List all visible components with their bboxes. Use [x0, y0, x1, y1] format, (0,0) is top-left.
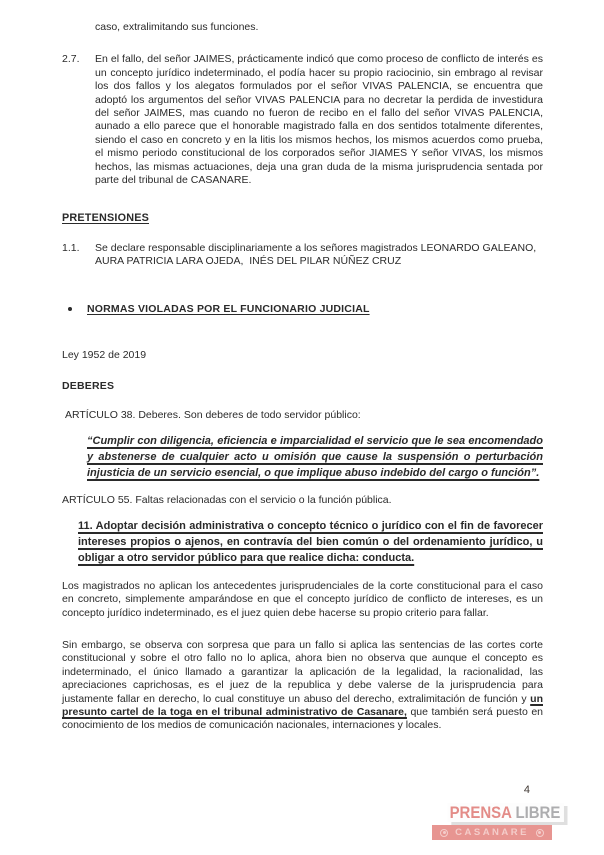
- articulo-38-quote: “Cumplir con diligencia, eficiencia e imparcialidad el servicio que le sea encomendado y abstenerse de cualquier acto u omisión que cause la suspensión o perturbación injusticia de un servicio esencial, o que implique abuso indebido del cargo o función”.: [87, 435, 543, 480]
- watermark-banner-text: CASANARE: [455, 826, 529, 838]
- watermark-brand: [448, 803, 564, 822]
- articulo-38: ARTÍCULO 38. Deberes. Son deberes de todo servidor público:: [65, 408, 361, 421]
- analysis-paragraph-2-start: Sin embargo, se observa con sorpresa que para un fallo si aplica las sentencias de las cortes corte constitucional y sobre el otro fallo no lo aplica, ahora bien no observa que aunque el concepto es indeterminado, el único llamado a garantizar la aplicación de la legalidad, la racionalidad, las apreciaciones caprichosas, es el juez de la republica y debe valerse de la jurisprudencia para justamente fallar en derecho, lo cual constituye un abuso del derecho, extralimitación de función y: [62, 638, 543, 705]
- analysis-paragraph-2: [62, 639, 543, 733]
- watermark-banner: [432, 825, 552, 840]
- numeral-11-quote: 11. Adoptar decisión administrativa o concepto técnico o jurídico con el fin de favorecer intereses propios o ajenos, en contravía del bien común o del ordenamiento jurídico, u obligar a otro servidor público para que realice dicha: conducta.: [78, 519, 543, 564]
- analysis-paragraph-1: Los magistrados no aplican los antecedentes jurisprudenciales de la corte constitucional para el caso en concreto, simplemente amparándose en que el concepto jurídico de conflicto de intereses, es un concepto jurídico indeterminado, es el juez quien debe hacerse su propio criterio para fallar.: [62, 579, 543, 619]
- ley-reference: Ley 1952 de 2019: [62, 349, 147, 362]
- page-number: 4: [523, 784, 530, 796]
- normas-heading-row: [68, 303, 543, 316]
- lens-circle-icon: [536, 829, 544, 837]
- numbered-item-2-7: [62, 53, 543, 187]
- pretensiones-heading: PRETENSIONES: [62, 212, 149, 225]
- item-number: 1.1.: [62, 241, 80, 254]
- lens-circle-icon: [440, 829, 448, 837]
- numbered-item-1-1: [62, 242, 543, 269]
- analysis-paragraph-2-end: que también será puesto en conocimiento de los medios de comunicación nacionales, internaciones y locales.: [62, 705, 543, 732]
- articulo-55: ARTÍCULO 55. Faltas relacionadas con el servicio o la función pública.: [62, 494, 392, 507]
- paragraph-carryover: caso, extralimitando sus funciones.: [95, 21, 259, 33]
- analysis-paragraph-2-emphasis: un presunto cartel de la toga en el tribunal administrativo de Casanare,: [62, 692, 543, 718]
- item-text: En el fallo, del señor JAIMES, prácticamente indicó que como proceso de conflicto de interés es un concepto jurídico indeterminado, el podía hacer su propio raciocinio, sin embrago al revisar los dos fallos y los alegatos formulados por el señor VIVAS PALENCIA, se encuentra que adoptó los argumentos del señor VIVAS PALENCIA para no decretar la perdida de investidura del señor JAIMES, mas cuando no fueron de recibo en el fallo del señor VIVAS PALENCIA, aunado a ello parece que el honorable magistrado falla en dos sentidos totalmente diferentes, siendo el caso en concreto y en la litis los mismos hechos, los mismos acuerdos como prueba, el mismo periodo constitucional de los corporados señor JIAMES Y señor VIVAS, los mismos hechos, las mismas actuaciones, deja una gran duda de la misma jurisprudencia sentada por parte del tribunal de CASANARE.: [95, 53, 543, 187]
- item-text: Se declare responsable disciplinariamente a los señores magistrados LEONARDO GALEANO, AURA PATRICIA LARA OJEDA, INÉS DEL PILAR NÚÑEZ CRUZ: [95, 241, 539, 268]
- deberes-heading: DEBERES: [62, 379, 115, 392]
- bullet-icon: [68, 307, 72, 311]
- item-number: 2.7.: [62, 53, 80, 66]
- normas-heading: NORMAS VIOLADAS POR EL FUNCIONARIO JUDICIAL: [87, 302, 370, 315]
- prensa-libre-watermark: [432, 803, 564, 840]
- watermark-brand-libre: LIBRE: [515, 803, 561, 822]
- watermark-brand-prensa: PRENSA: [449, 803, 513, 822]
